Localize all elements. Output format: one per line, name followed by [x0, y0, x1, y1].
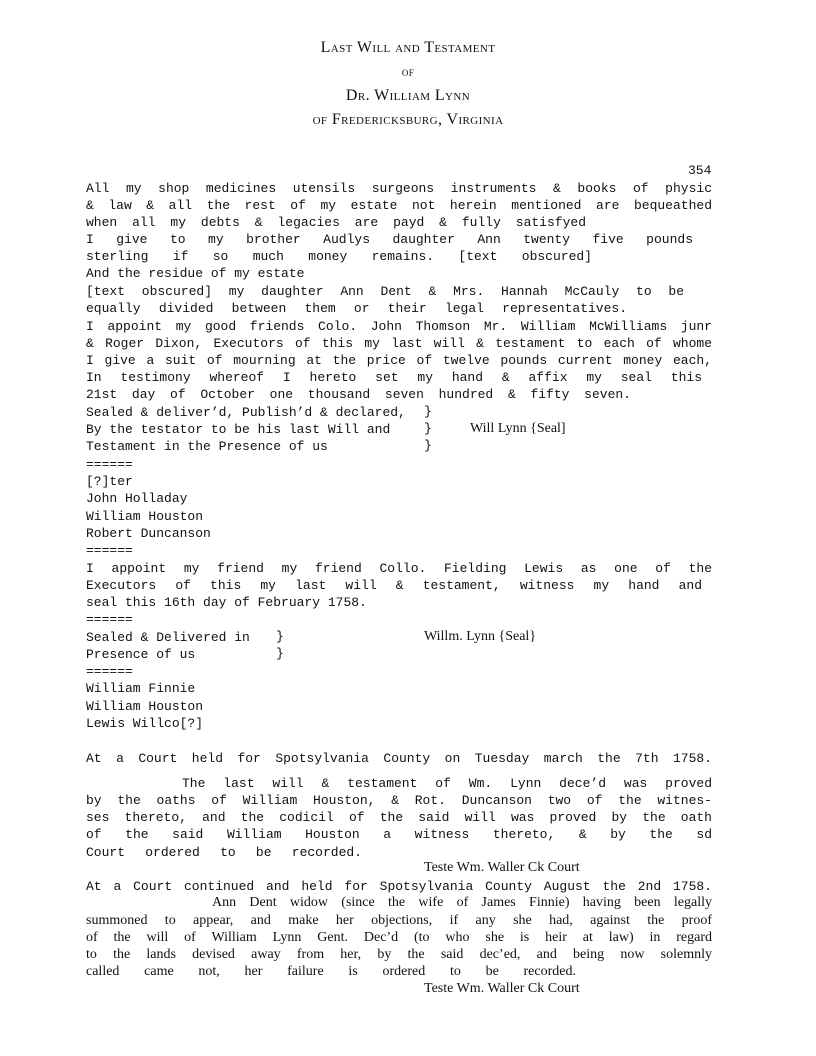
separator: ======	[86, 664, 133, 679]
witness-name: William Finnie	[86, 681, 196, 696]
witness-name: [?]ter	[86, 474, 133, 489]
will-line: [text obscured] my daughter Ann Dent & Mrs. Hannah McCauly to be	[86, 284, 684, 299]
court-line: called came not, her failure is ordered to be recorded.	[86, 964, 576, 979]
court-line: summoned to appear, and make her objections, if any she had, against the proof	[86, 913, 712, 928]
will-line: I give a suit of mourning at the price of twelve pounds current money each,	[86, 353, 712, 368]
witness-name: John Holladay	[86, 491, 188, 506]
will-line: equally divided between them or their legal representatives.	[86, 301, 627, 316]
title-line-4: of Fredericksburg, Virginia	[312, 111, 504, 128]
teste-line: Teste Wm. Waller Ck Court	[424, 981, 580, 996]
court-heading: At a Court continued and held for Spotsylvania County August the 2nd 1758.	[86, 879, 712, 894]
brace: }	[276, 629, 284, 644]
will-line: And the residue of my estate	[86, 266, 305, 281]
will-line: I give to my brother Audlys daughter Ann twenty five pounds	[86, 232, 693, 247]
brace: }	[424, 421, 432, 436]
court-heading: At a Court held for Spotsylvania County on Tuesday march the 7th 1758.	[86, 751, 712, 766]
sealing-line: Sealed & deliver’d, Publish’d & declared,	[86, 405, 406, 420]
separator: ======	[86, 457, 133, 472]
separator: ======	[86, 543, 133, 558]
court-line: of the will of William Lynn Gent. Dec’d (to who she is heir at law) in regard	[86, 930, 712, 945]
court-line: The last will & testament of Wm. Lynn dece’d was proved	[182, 776, 712, 791]
sealing-line: Testament in the Presence of us	[86, 439, 328, 454]
teste-line: Teste Wm. Waller Ck Court	[424, 860, 580, 875]
document-header	[40, 28, 776, 146]
court-line: to the lands devised away from her, by the said dec’ed, and being now solemnly	[86, 947, 712, 962]
brace: }	[276, 646, 284, 661]
court-line: Ann Dent widow (since the wife of James Finnie) having been legally	[212, 895, 712, 910]
will-line: 21st day of October one thousand seven hundred & fifty seven.	[86, 387, 631, 402]
witness-name: Lewis Willco[?]	[86, 716, 204, 731]
sealing-line: By the testator to be his last Will and	[86, 422, 391, 437]
will-line: In testimony whereof I hereto set my hand & affix my seal this	[86, 370, 702, 385]
witness-name: William Houston	[86, 509, 204, 524]
will-line: when all my debts & legacies are payd & fully satisfyed	[86, 215, 586, 230]
court-line: ses thereto, and the codicil of the said will was proved by the oath	[86, 810, 712, 825]
codicil-sealing-line: Sealed & Delivered in	[86, 630, 250, 645]
brace: }	[424, 404, 432, 419]
witness-name: William Houston	[86, 699, 204, 714]
title-line-3: Dr. William Lynn	[345, 87, 471, 104]
separator: ======	[86, 612, 133, 627]
will-line: & law & all the rest of my estate not herein mentioned are bequeathed	[86, 198, 712, 213]
will-line: & Roger Dixon, Executors of this my last will & testament to each of whome	[86, 336, 712, 351]
court-line: of the said William Houston a witness thereto, & by the sd	[86, 827, 712, 842]
court-line: Court ordered to be recorded.	[86, 845, 362, 860]
will-line: I appoint my good friends Colo. John Thomson Mr. William McWilliams junr	[86, 319, 712, 334]
will-line: sterling if so much money remains. [text obscured]	[86, 249, 592, 264]
page-number: 354	[688, 163, 712, 178]
codicil-signature: Willm. Lynn {Seal}	[424, 629, 537, 644]
codicil-line: Executors of this my last will & testament, witness my hand and	[86, 578, 702, 593]
will-line: All my shop medicines utensils surgeons instruments & books of physic	[86, 181, 712, 196]
brace: }	[424, 438, 432, 453]
title-line-1: Last Will and Testament	[320, 39, 496, 56]
will-signature: Will Lynn {Seal]	[470, 421, 566, 436]
codicil-sealing-line: Presence of us	[86, 647, 196, 662]
witness-name: Robert Duncanson	[86, 526, 211, 541]
title-line-2: of	[401, 64, 415, 79]
court-line: by the oaths of William Houston, & Rot. Duncanson two of the witnes-	[86, 793, 712, 808]
codicil-line: seal this 16th day of February 1758.	[86, 595, 367, 610]
codicil-line: I appoint my friend my friend Collo. Fielding Lewis as one of the	[86, 561, 712, 576]
